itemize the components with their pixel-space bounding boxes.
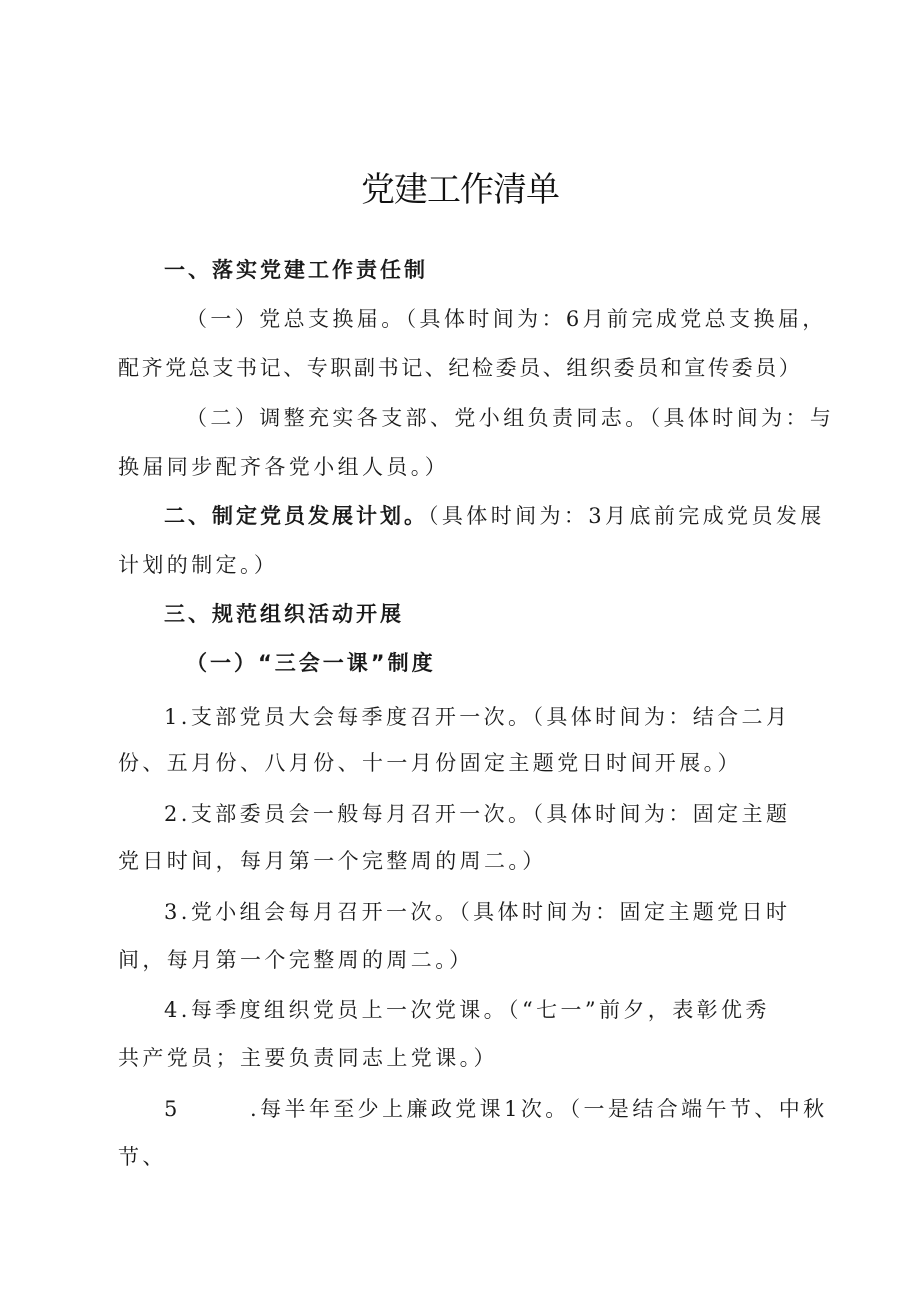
item-5-line-1	[164, 1092, 864, 1126]
item-1-line-2: 份、五月份、八月份、十一月份固定主题党日时间开展。）	[118, 751, 742, 775]
item-2-number: 2	[164, 802, 181, 826]
item-4-line-2: 共产党员；主要负责同志上党课。）	[118, 1046, 498, 1070]
section-3-heading: 三、规范组织活动开展	[164, 602, 404, 626]
item-5-number: 5	[164, 1097, 181, 1121]
section-2-line-1-rest: （具体时间为：3月底前完成党员发展	[428, 504, 825, 528]
item-2-text: .支部委员会一般每月召开一次。（具体时间为：固定主题	[180, 802, 791, 826]
item-4-line-1	[164, 993, 864, 1027]
item-3-text: .党小组会每月召开一次。（具体时间为：固定主题党日时	[180, 900, 791, 924]
item-2-line-2: 党日时间，每月第一个完整周的周二。）	[118, 849, 547, 873]
item-3-line-2: 间，每月第一个完整周的周二。）	[118, 948, 474, 972]
item-5-text: .每半年至少上廉政党课1次。（一是结合端午节、中秋	[250, 1097, 828, 1121]
section-1-item-1-line-1: （一）党总支换届。（具体时间为：6月前完成党总支换届，	[186, 307, 827, 331]
section-2-line-1	[164, 499, 864, 533]
section-1-heading: 一、落实党建工作责任制	[164, 258, 428, 282]
item-1-line-1	[164, 700, 864, 734]
section-1-item-1-line-2: 配齐党总支书记、专职副书记、纪检委员、组织委员和宣传委员）	[118, 356, 803, 380]
item-1-text: .支部党员大会每季度召开一次。（具体时间为：结合二月	[180, 705, 791, 729]
item-5-line-2: 节、	[118, 1145, 167, 1169]
section-2-line-2: 计划的制定。）	[118, 553, 279, 577]
item-4-text: .每季度组织党员上一次党课。（“七一”前夕，表彰优秀	[180, 998, 770, 1022]
item-1-number: 1	[164, 705, 181, 729]
item-2-line-1	[164, 797, 864, 831]
section-2-heading: 二、制定党员发展计划。	[164, 504, 428, 528]
item-3-number: 3	[164, 900, 181, 924]
section-1-item-2-line-1: （二）调整充实各支部、党小组负责同志。（具体时间为：与	[186, 406, 835, 430]
section-1-item-2-line-2: 换届同步配齐各党小组人员。）	[118, 455, 450, 479]
document-title: 党建工作清单	[361, 170, 559, 210]
item-3-line-1	[164, 895, 864, 929]
section-3-sub-heading: （一）“三会一课”制度	[186, 651, 436, 675]
item-4-number: 4	[164, 998, 181, 1022]
